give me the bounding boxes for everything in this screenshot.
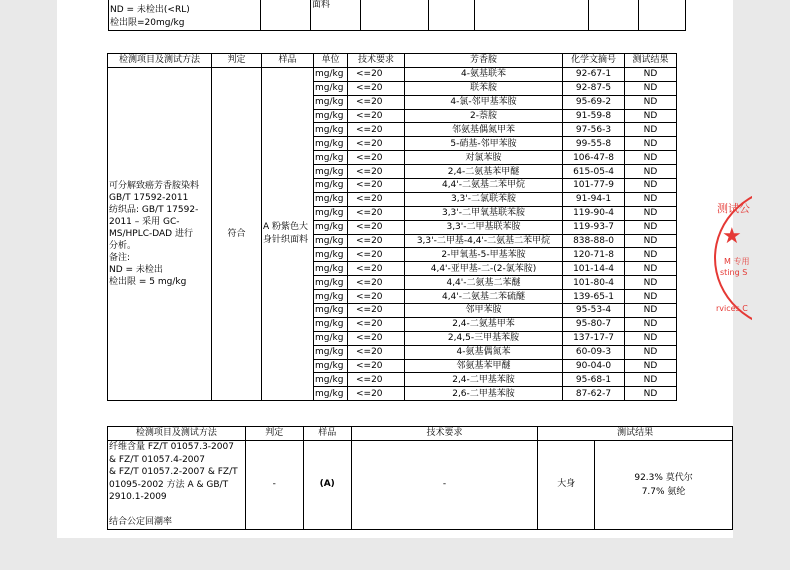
method-line: ND = 未检出 [109, 265, 163, 276]
amine-name-cell: 4-氨基偶氮苯 [405, 345, 563, 359]
requirement-cell: <=20 [348, 192, 405, 206]
cas-number-cell: 838-88-0 [563, 234, 625, 248]
unit-cell: mg/kg [314, 234, 348, 248]
method-line: 2011 – 采用 GC- [109, 217, 180, 228]
requirement-cell: <=20 [348, 262, 405, 276]
amine-name-cell: 邻氨基偶氮甲苯 [405, 123, 563, 137]
amine-name-cell: 2,4-二氨基甲苯 [405, 317, 563, 331]
amine-name-cell: 邻氨基苯甲醚 [405, 359, 563, 373]
empty-cell [475, 0, 589, 31]
stamp-text: rvices C [716, 304, 748, 313]
stamp-text: M 专用 [724, 257, 750, 266]
cas-number-cell: 106-47-8 [563, 151, 625, 165]
amine-name-cell: 3,3'-二甲氧基联苯胺 [405, 206, 563, 220]
method-line: 分析。 [109, 241, 137, 252]
result-cell: ND [625, 331, 677, 345]
header-cas: 化学文摘号 [563, 54, 625, 68]
cas-number-cell: 95-53-4 [563, 304, 625, 318]
requirement-cell: <=20 [348, 373, 405, 387]
fiber-verdict: - [245, 441, 303, 530]
cas-number-cell: 87-62-7 [563, 387, 625, 401]
sample-cell [262, 67, 314, 400]
requirement-cell: <=20 [348, 248, 405, 262]
amine-name-cell: 2,4,5-三甲基苯胺 [405, 331, 563, 345]
requirement-cell: <=20 [348, 359, 405, 373]
result-cell: ND [625, 137, 677, 151]
unit-cell: mg/kg [314, 248, 348, 262]
fiber-result-cell [595, 441, 733, 530]
cas-number-cell: 92-67-1 [563, 67, 625, 81]
method-line: 纺织品: GB/T 17592- [109, 205, 199, 216]
requirement-cell: <=20 [348, 317, 405, 331]
previous-table-fragment [108, 0, 686, 31]
unit-cell [311, 0, 361, 31]
requirement-cell: <=20 [348, 276, 405, 290]
result-cell: ND [625, 373, 677, 387]
cas-number-cell: 120-71-8 [563, 248, 625, 262]
cas-number-cell: 95-68-1 [563, 373, 625, 387]
cas-number-cell: 92-87-5 [563, 81, 625, 95]
unit-cell: mg/kg [314, 123, 348, 137]
unit-cell: mg/kg [314, 387, 348, 401]
method-line: GB/T 17592-2011 [109, 193, 189, 204]
fiber-part: 大身 [538, 441, 595, 530]
requirement-cell: <=20 [348, 123, 405, 137]
unit-cell: mg/kg [314, 276, 348, 290]
amine-name-cell: 2,6-二甲基苯胺 [405, 387, 563, 401]
unit-cell: mg/kg [314, 304, 348, 318]
unit-cell: mg/kg [314, 262, 348, 276]
unit-cell: mg/kg [314, 290, 348, 304]
cas-number-cell: 95-80-7 [563, 317, 625, 331]
method-line: & FZ/T 01057.2-2007 & FZ/T [109, 467, 238, 477]
amine-name-cell: 对氯苯胺 [405, 151, 563, 165]
method-line: 检出限 = 5 mg/kg [109, 277, 187, 288]
result-cell: ND [625, 262, 677, 276]
sample-line: A 粉紫色大 [263, 222, 309, 233]
method-line: 备注: [109, 253, 131, 264]
result-cell: ND [625, 276, 677, 290]
unit-cell: mg/kg [314, 359, 348, 373]
result-cell: ND [625, 304, 677, 318]
method-line: 2910.1-2009 [109, 492, 167, 502]
aromatic-amine-table [107, 53, 677, 401]
cas-number-cell: 91-59-8 [563, 109, 625, 123]
fiber-row [108, 441, 733, 530]
requirement-cell: <=20 [348, 345, 405, 359]
cas-number-cell: 615-05-4 [563, 165, 625, 179]
empty-cell [589, 0, 639, 31]
method-line: 可分解致癌芳香胺染料 [109, 181, 200, 192]
result-cell: ND [625, 345, 677, 359]
result-cell: ND [625, 234, 677, 248]
requirement-cell: <=20 [348, 206, 405, 220]
method-line: 01095-2002 方法 A & GB/T [109, 479, 229, 490]
stamp-text: 测试公 [717, 202, 750, 215]
unit-cell: mg/kg [314, 109, 348, 123]
method-line [109, 504, 244, 517]
result-cell: ND [625, 165, 677, 179]
cas-number-cell: 139-65-1 [563, 290, 625, 304]
verdict-cell: 符合 [212, 67, 262, 400]
result-cell: ND [625, 206, 677, 220]
method-line: MS/HPLC-DAD 进行 [109, 229, 193, 240]
requirement-cell: <=20 [348, 165, 405, 179]
header-sample: 样品 [262, 54, 314, 68]
header-requirement: 技术要求 [351, 427, 538, 441]
requirement-cell: <=20 [348, 67, 405, 81]
fiber-sample: (A) [303, 441, 351, 530]
fiber-requirement: - [351, 441, 538, 530]
empty-cell [261, 0, 311, 31]
unit-text: 面料 [312, 0, 331, 10]
header-method: 检测项目及测试方法 [108, 427, 246, 441]
amine-name-cell: 5-硝基-邻甲苯胺 [405, 137, 563, 151]
fiber-result-line: 92.3% 莫代尔 [634, 472, 693, 483]
cas-number-cell: 137-17-7 [563, 331, 625, 345]
header-verdict: 判定 [245, 427, 303, 441]
header-result: 测试结果 [538, 427, 733, 441]
result-cell: ND [625, 290, 677, 304]
unit-cell: mg/kg [314, 192, 348, 206]
requirement-cell: <=20 [348, 151, 405, 165]
cas-number-cell: 60-09-3 [563, 345, 625, 359]
header-row [108, 427, 733, 441]
method-line: ND = 未检出(<RL) [110, 5, 190, 15]
stamp-text: sting S [720, 268, 748, 277]
header-sample: 样品 [303, 427, 351, 441]
unit-cell: mg/kg [314, 81, 348, 95]
unit-cell: mg/kg [314, 373, 348, 387]
cas-number-cell: 119-90-4 [563, 206, 625, 220]
amine-name-cell: 联苯胺 [405, 81, 563, 95]
header-unit: 单位 [314, 54, 348, 68]
requirement-cell: <=20 [348, 234, 405, 248]
fiber-content-table [107, 426, 733, 530]
unit-cell: mg/kg [314, 95, 348, 109]
unit-cell: mg/kg [314, 345, 348, 359]
empty-cell [361, 0, 429, 31]
cas-number-cell: 97-56-3 [563, 123, 625, 137]
amine-name-cell: 3,3'-二甲基-4,4'-二氨基二苯甲烷 [405, 234, 563, 248]
result-cell: ND [625, 359, 677, 373]
method-line: & FZ/T 01057.4-2007 [109, 454, 205, 465]
amine-name-cell: 2-甲氧基-5-甲基苯胺 [405, 248, 563, 262]
result-cell: ND [625, 387, 677, 401]
method-line: 结合公定回潮率 [109, 517, 173, 527]
cas-number-cell: 101-80-4 [563, 276, 625, 290]
amine-name-cell: 2-萘胺 [405, 109, 563, 123]
requirement-cell: <=20 [348, 304, 405, 318]
requirement-cell: <=20 [348, 81, 405, 95]
table-row [108, 67, 677, 81]
requirement-cell: <=20 [348, 387, 405, 401]
cas-number-cell: 119-93-7 [563, 220, 625, 234]
header-verdict: 判定 [212, 54, 262, 68]
header-requirement: 技术要求 [348, 54, 405, 68]
amine-name-cell: 3,3'-二氯联苯胺 [405, 192, 563, 206]
header-result: 测试结果 [625, 54, 677, 68]
requirement-cell: <=20 [348, 137, 405, 151]
result-cell: ND [625, 248, 677, 262]
amine-name-cell: 3,3'-二甲基联苯胺 [405, 220, 563, 234]
report-page [57, 0, 733, 538]
unit-cell: mg/kg [314, 165, 348, 179]
requirement-cell: <=20 [348, 179, 405, 193]
unit-cell: mg/kg [314, 317, 348, 331]
method-cell [109, 0, 261, 31]
cas-number-cell: 101-77-9 [563, 179, 625, 193]
result-cell: ND [625, 151, 677, 165]
result-cell: ND [625, 317, 677, 331]
cas-number-cell: 95-69-2 [563, 95, 625, 109]
star-icon: ★ [722, 224, 742, 249]
fiber-result-line: 7.7% 氨纶 [641, 486, 686, 497]
cas-number-cell: 91-94-1 [563, 192, 625, 206]
result-cell: ND [625, 192, 677, 206]
amine-name-cell: 4,4'-二氨基二苯甲烷 [405, 179, 563, 193]
amine-name-cell: 邻甲苯胺 [405, 304, 563, 318]
result-cell: ND [625, 67, 677, 81]
unit-cell: mg/kg [314, 331, 348, 345]
requirement-cell: <=20 [348, 109, 405, 123]
amine-name-cell: 4,4'-亚甲基-二-(2-氯苯胺) [405, 262, 563, 276]
result-cell: ND [625, 123, 677, 137]
cas-number-cell: 90-04-0 [563, 359, 625, 373]
amine-name-cell: 2,4-二氨基苯甲醚 [405, 165, 563, 179]
cas-number-cell: 101-14-4 [563, 262, 625, 276]
requirement-cell: <=20 [348, 290, 405, 304]
empty-cell [639, 0, 686, 31]
result-cell: ND [625, 179, 677, 193]
unit-cell: mg/kg [314, 206, 348, 220]
result-cell: ND [625, 95, 677, 109]
unit-cell: mg/kg [314, 220, 348, 234]
amine-name-cell: 4,4'-二氨基二苯醚 [405, 276, 563, 290]
amine-name-cell: 2,4-二甲基苯胺 [405, 373, 563, 387]
unit-cell: mg/kg [314, 179, 348, 193]
amine-name-cell: 4-氯-邻甲基苯胺 [405, 95, 563, 109]
result-cell: ND [625, 109, 677, 123]
cas-number-cell: 99-55-8 [563, 137, 625, 151]
header-amine: 芳香胺 [405, 54, 563, 68]
unit-cell: mg/kg [314, 151, 348, 165]
amine-name-cell: 4,4'-二氨基二苯硫醚 [405, 290, 563, 304]
sample-line: 身针织面料 [263, 235, 309, 246]
method-line: 纤维含量 FZ/T 01057.3-2007 [109, 442, 234, 452]
header-row [108, 54, 677, 68]
result-cell: ND [625, 220, 677, 234]
empty-cell [429, 0, 475, 31]
method-line: 检出限=20mg/kg [110, 18, 185, 28]
requirement-cell: <=20 [348, 331, 405, 345]
unit-cell: mg/kg [314, 137, 348, 151]
requirement-cell: <=20 [348, 95, 405, 109]
fiber-method-cell [108, 441, 246, 530]
method-cell [108, 67, 212, 400]
amine-name-cell: 4-氨基联苯 [405, 67, 563, 81]
requirement-cell: <=20 [348, 220, 405, 234]
unit-cell: mg/kg [314, 67, 348, 81]
company-seal-stamp [712, 186, 752, 326]
result-cell: ND [625, 81, 677, 95]
header-method: 检测项目及测试方法 [108, 54, 212, 68]
